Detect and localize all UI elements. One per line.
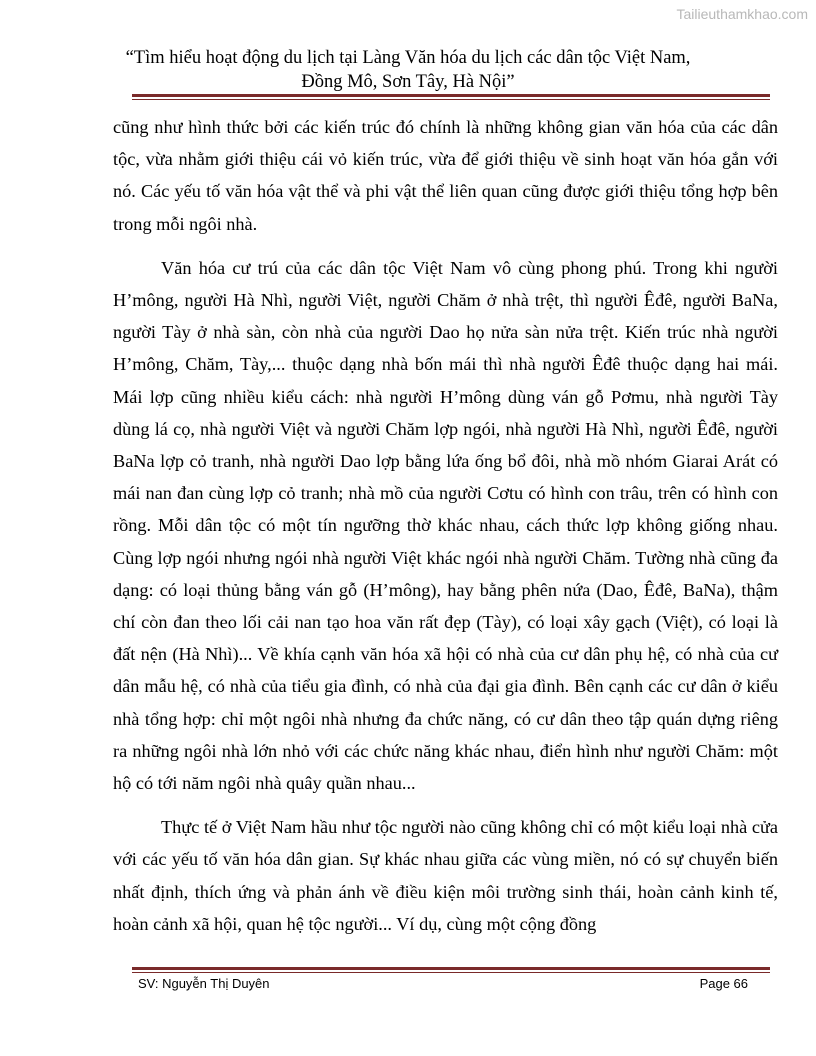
footer-rule: [132, 967, 770, 973]
header-line-2: Đồng Mô, Sơn Tây, Hà Nội”: [301, 72, 515, 92]
paragraph-3: Thực tế ở Việt Nam hầu như tộc người nào cũng không chỉ có một kiểu loại nhà cửa với các yếu tố văn hóa dân gian. Sự khác nhau giữa các vùng miền, nó có sự chuyển biến nhất định, thích ứng và phản ánh về điều kiện môi trường sinh thái, hoàn cảnh kinh tế, hoàn cảnh xã hội, quan hệ tộc người... Ví dụ, cùng một cộng đồng: [113, 817, 778, 934]
header-rule: [132, 94, 770, 100]
header-line-1: “Tìm hiểu hoạt động du lịch tại Làng Văn hóa du lịch các dân tộc Việt Nam,: [125, 48, 691, 68]
footer-author: SV: Nguyễn Thị Duyên: [138, 976, 270, 991]
body-text: [113, 111, 778, 952]
watermark: Tailieuthamkhao.com: [676, 6, 808, 22]
page-number: Page 66: [699, 976, 748, 991]
paragraph-2: Văn hóa cư trú của các dân tộc Việt Nam vô cùng phong phú. Trong khi người H’mông, người Hà Nhì, người Việt, người Chăm ở nhà trệt, thì người Êđê, người BaNa, người Tày ở nhà sàn, còn nhà của người Dao họ nửa sàn nửa trệt. Kiến trúc nhà người H’mông, Chăm, Tày,... thuộc dạng nhà bốn mái thì nhà người Êđê thuộc dạng hai mái. Mái lợp cũng nhiều kiểu cách: nhà người H’mông dùng ván gỗ Pơmu, nhà người Tày dùng lá cọ, nhà người Việt và người Chăm lợp ngói, nhà người Hà Nhì, người Êđê, người BaNa lợp cỏ tranh, nhà người Dao lợp bằng lứa ống bổ đôi, nhà mồ nhóm Giarai Arát có mái nan đan cùng lợp cỏ tranh; nhà mồ của người Cơtu có hình con trâu, trên có hình con rồng. Mỗi dân tộc có một tín ngưỡng thờ khác nhau, cách thức lợp không giống nhau. Cùng lợp ngói nhưng ngói nhà người Việt khác ngói nhà người Chăm. Tường nhà cũng đa dạng: có loại thủng bằng ván gỗ (H’mông), hay bằng phên nứa (Dao, Êđê, BaNa), thậm chí còn đan theo lối cải nan tạo hoa văn rất đẹp (Tày), có loại xây gạch (Việt), có loại là đất nện (Hà Nhì)... Về khía cạnh văn hóa xã hội có nhà của cư dân phụ hệ, có nhà của cư dân mẫu hệ, có nhà của tiểu gia đình, có nhà của đại gia đình. Bên cạnh các cư dân ở kiểu nhà tổng hợp: chỉ một ngôi nhà nhưng đa chức năng, có cư dân theo tập quán dựng riêng ra những ngôi nhà lớn nhỏ với các chức năng khác nhau, điển hình như người Chăm: một hộ có tới năm ngôi nhà quây quần nhau...: [113, 257, 778, 794]
running-header: [112, 46, 704, 94]
paragraph-1: cũng như hình thức bởi các kiến trúc đó chính là những không gian văn hóa của các dân tộc, vừa nhằm giới thiệu cái vỏ kiến trúc, vừa để giới thiệu về sinh hoạt văn hóa gắn với nó. Các yếu tố văn hóa vật thể và phi vật thể liên quan cũng được giới thiệu tổng hợp bên trong mỗi ngôi nhà.: [113, 117, 778, 234]
